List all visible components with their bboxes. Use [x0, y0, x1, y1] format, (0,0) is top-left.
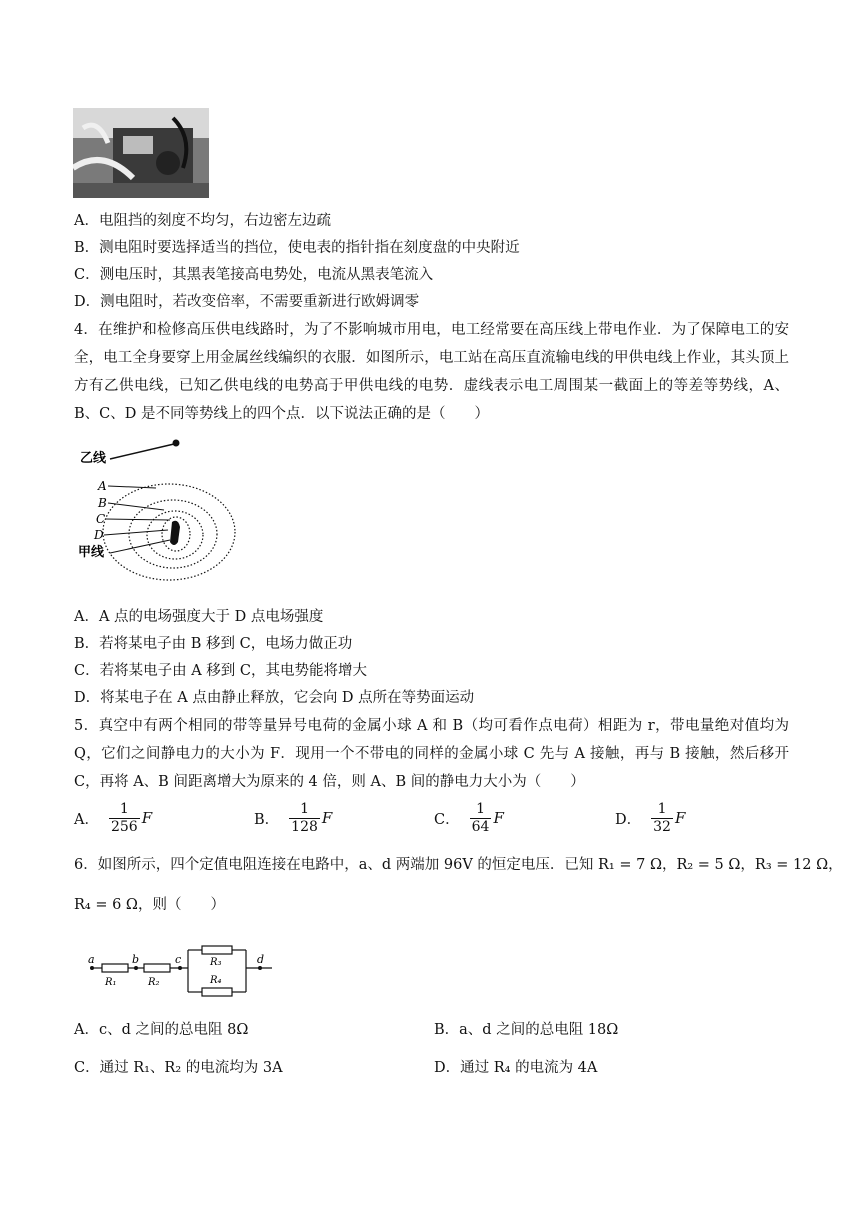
- q5-options: [74, 795, 794, 841]
- q3-option-d: D．测电阻时，若改变倍率，不需要重新进行欧姆调零: [74, 294, 420, 310]
- q5-option-a: A． $\frac{1}{256}$ F: [74, 800, 153, 835]
- resistor-r4-label: R₄: [210, 975, 222, 986]
- q3-option-a: A．电阻挡的刻度不均匀，右边密左边疏: [74, 213, 331, 229]
- node-c: c: [175, 953, 182, 966]
- multimeter-photo: [73, 108, 209, 198]
- q3-option-b: B．测电阻时要选择适当的挡位，使电表的指针指在刻度盘的中央附近: [74, 240, 520, 256]
- q5-option-c: C． $\frac{1}{64}$ F: [434, 800, 504, 835]
- q6-option-a: A．c、d 之间的总电阻 8Ω: [74, 1022, 249, 1038]
- resistor-r2-label: R₂: [148, 977, 160, 988]
- q4-option-b: B．若将某电子由 B 移到 C，电场力做正功: [74, 636, 353, 652]
- point-a-label: A: [98, 479, 107, 493]
- point-d-label: D: [94, 528, 104, 542]
- q5-stem: 5．真空中有两个相同的带等量异号电荷的金属小球 A 和 B（均可看作点电荷）相距为 r，带电量绝对值均为 Q，它们之间静电力的大小为 F．现用一个不带电的同样的金属小球 C 先与 A 接触，再与 B 接触，然后移开 C，再将 A、B 间距离增大为原来的 4 倍，则 A、B 间的静电力大小为（ ）: [74, 718, 789, 790]
- q3-option-c: C．测电压时，其黑表笔接高电势处，电流从黑表笔流入: [74, 267, 434, 283]
- line-a-label: 甲线: [78, 545, 105, 560]
- equipotential-figure: [74, 432, 244, 587]
- circuit-diagram: [86, 938, 276, 1000]
- node-a: a: [88, 953, 95, 966]
- q4-option-a: A．A 点的电场强度大于 D 点电场强度: [74, 609, 324, 625]
- q4-stem: 4．在维护和检修高压供电线路时，为了不影响城市用电，电工经常要在高压线上带电作业．为了保障电工的安全，电工全身要穿上用金属丝线编织的衣服．如图所示，电工站在高压直流输电线的甲供电线上作业，其头顶上方有乙供电线，已知乙供电线的电势高于甲供电线的电势．虚线表示电工周围某一截面上的等差等势线，A、B、C、D 是不同等势线上的四个点．以下说法正确的是（ ）: [74, 322, 789, 422]
- q6-stem-line1: 6．如图所示，四个定值电阻连接在电路中，a、d 两端加 96V 的恒定电压．已知 R₁ = 7 Ω，R₂ = 5 Ω，R₃ = 12 Ω，: [74, 857, 843, 873]
- resistor-r1-label: R₁: [105, 977, 117, 988]
- q6-option-d: D．通过 R₄ 的电流为 4A: [434, 1060, 598, 1076]
- q6-option-c: C．通过 R₁、R₂ 的电流均为 3A: [74, 1060, 283, 1076]
- q6-option-b: B．a、d 之间的总电阻 18Ω: [434, 1022, 619, 1038]
- point-c-label: C: [96, 512, 106, 526]
- resistor-r3-label: R₃: [210, 957, 222, 968]
- q5-option-b: B． $\frac{1}{128}$ F: [254, 800, 333, 835]
- node-b: b: [132, 953, 140, 966]
- q5-option-d: D． $\frac{1}{32}$ F: [615, 800, 686, 835]
- q6-stem-line2: R₄ = 6 Ω，则（ ）: [74, 897, 225, 913]
- node-d: d: [257, 953, 265, 966]
- q4-option-c: C．若将某电子由 A 移到 C，其电势能将增大: [74, 663, 367, 679]
- q4-option-d: D．将某电子在 A 点由静止释放，它会向 D 点所在等势面运动: [74, 690, 475, 706]
- point-b-label: B: [98, 496, 107, 510]
- line-b-label: 乙线: [80, 451, 107, 466]
